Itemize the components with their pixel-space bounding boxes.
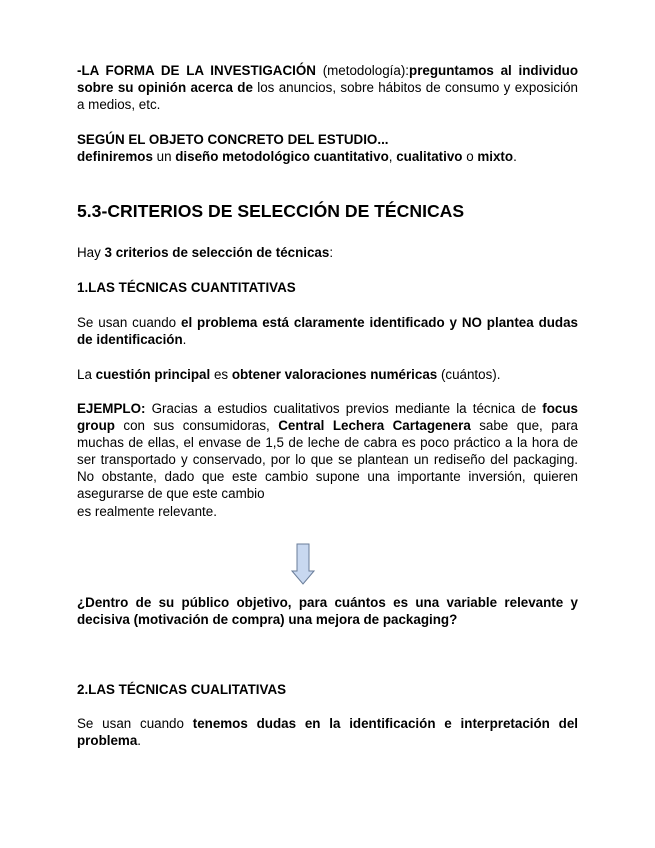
objeto-paragraph [77,131,578,165]
cuestion-paragraph [77,366,578,383]
forma-rest: los anuncios, sobre hábitos de consumo y exposición a medios, etc. [77,80,579,112]
cuant-p1-b1: el problema está claramente identificado y NO plantea dudas de identificación [77,315,578,347]
cuant-p2-t2: es [210,367,232,382]
intro-t2: : [329,245,334,260]
pregunta-paragraph: ¿Dentro de su público objetivo, para cuántos es una variable relevante y decisiva (motivación de compra) una mejora de packaging? [77,595,578,627]
intro-paragraph [77,244,578,261]
objeto-w1: definiremos [77,149,153,164]
cual-t1: Se usan cuando [77,716,193,731]
cuant-p2-t3: (cuántos). [437,367,501,382]
objeto-t1: un [152,149,176,164]
cuantitativas-title: 1.LAS TÉCNICAS CUANTITATIVAS [77,280,296,295]
cual-b1: tenemos dudas en la identificación e interpretación del problema [77,716,578,748]
objeto-t2: , [388,149,397,164]
ejemplo-b2: Central Lechera Cartagenera [278,418,471,433]
cuant-p2-b2: obtener valoraciones numéricas [231,367,438,382]
cual-t2: . [137,733,142,748]
intro-b1: 3 criterios de selección de técnicas [104,245,330,260]
objeto-title: SEGÚN EL OBJETO CONCRETO DEL ESTUDIO... [77,132,389,147]
forma-bold: preguntamos al individuo sobre su opinión acerca de [77,63,578,95]
forma-paren: (metodología): [315,63,410,78]
objeto-w4: mixto [477,149,514,164]
section-title: 5.3-CRITERIOS DE SELECCIÓN DE TÉCNICAS [77,201,465,221]
intro-t1: Hay [77,245,105,260]
cualitativas-paragraph [77,715,578,749]
ejemplo-t3: sabe que, para muchas de ellas, el envase de 1,5 de leche de cabra es poco práctico a la hora de ser transportado y conservado, por lo que se plantean un rediseño del packaging. No obstante, dado que este cambio supone una importante inversión, quieren asegurarse de que este cambio [77,418,578,501]
ejemplo-last-line: es realmente relevante. [77,504,217,519]
ejemplo-paragraph [77,400,578,502]
cuant-p1-t2: . [182,332,187,347]
cualitativas-title: 2.LAS TÉCNICAS CUALITATIVAS [77,682,287,697]
objeto-w2: diseño metodológico cuantitativo [175,149,389,164]
cuant-p1-t1: Se usan cuando [77,315,181,330]
ejemplo-b1: focus group [77,401,578,433]
objeto-t3: o [462,149,478,164]
objeto-w3: cualitativo [396,149,463,164]
cuant-p2-t1: La [77,367,96,382]
ejemplo-t2: con sus consumidoras, [114,418,279,433]
forma-paragraph [77,62,578,113]
down-arrow-icon [291,543,315,585]
cuant-p2-b1: cuestión principal [95,367,211,382]
objeto-t4: . [513,149,517,164]
forma-lead: -LA FORMA DE LA INVESTIGACIÓN [77,63,316,78]
ejemplo-t1: Gracias a estudios cualitativos previos mediante la técnica de [145,401,543,416]
ejemplo-label: EJEMPLO: [77,401,146,416]
cuantitativas-paragraph [77,314,578,348]
